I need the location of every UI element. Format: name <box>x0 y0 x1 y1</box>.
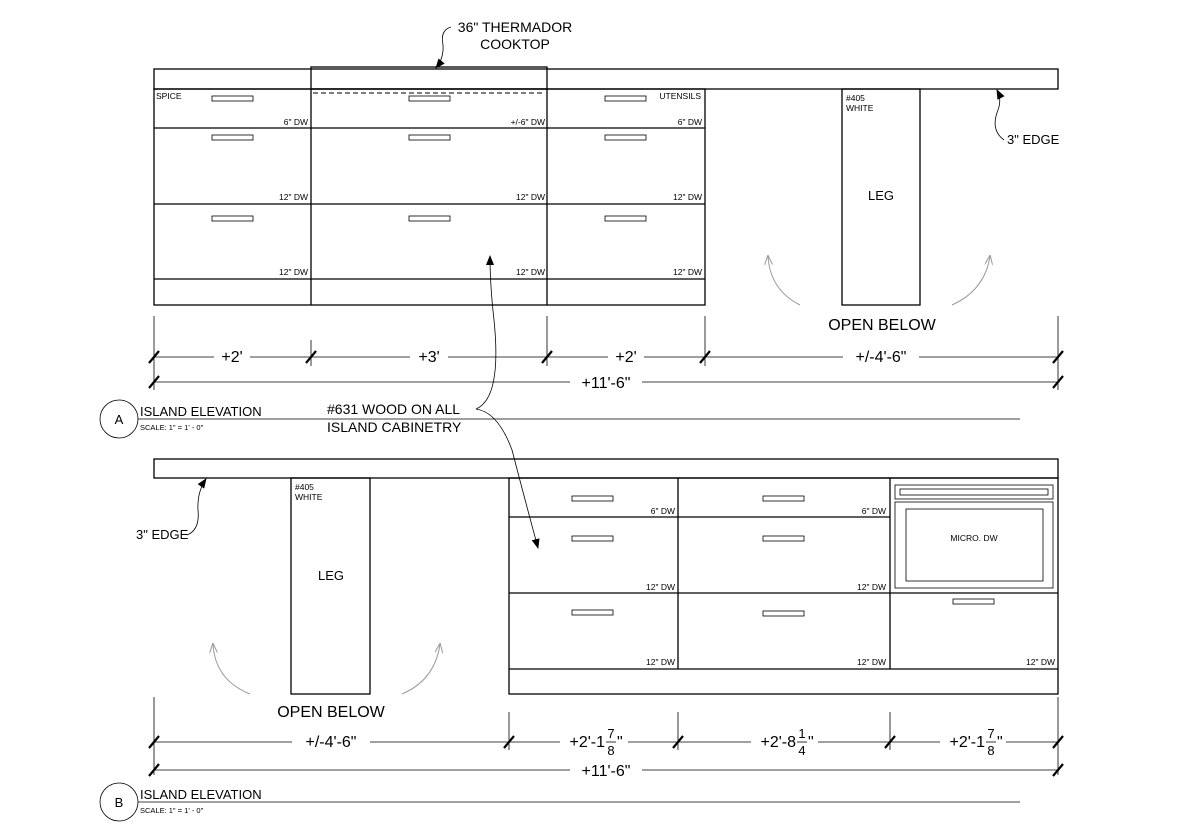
dimension-label: +/-4'-6" <box>855 349 907 366</box>
fraction-numerator: 7 <box>987 726 995 741</box>
drawer-size-label: 12" DW <box>646 657 675 667</box>
open-below-arrow <box>213 644 250 694</box>
dimension-label: +/-4'-6" <box>305 734 357 751</box>
open-below-label: OPEN BELOW <box>277 704 385 721</box>
wood-note-line: #631 WOOD ON ALL <box>327 401 461 417</box>
elevation-marker-letter: B <box>114 795 124 810</box>
drawer-size-label: 12" DW <box>516 267 545 277</box>
drawer-handle <box>763 496 804 501</box>
cooktop-note: 36" THERMADOR <box>457 19 573 35</box>
drawer-size-label: 12" DW <box>516 192 545 202</box>
drawer-handle <box>763 611 804 616</box>
open-below-arrow <box>402 644 440 694</box>
elevation-b <box>100 459 1063 821</box>
dimension-whole: +2'-1 <box>949 734 985 751</box>
dimension-fraction-3 <box>949 726 1002 758</box>
drawer-size-label: +/-6" DW <box>510 117 545 127</box>
microwave-handle <box>900 489 1048 495</box>
fraction-denominator: 4 <box>798 743 806 758</box>
countertop-a <box>154 69 1058 89</box>
dimension-label: +3' <box>418 349 440 366</box>
drawer-size-label: 12" DW <box>857 657 886 667</box>
microwave-window <box>906 509 1043 581</box>
dimension-fraction-1 <box>569 726 622 758</box>
open-below-arrow <box>768 256 800 305</box>
leg-finish-code: #405 <box>846 93 865 103</box>
countertop-b <box>154 459 1058 478</box>
drawer-size-label: 12" DW <box>1026 657 1055 667</box>
elevation-title: ISLAND ELEVATION <box>140 787 262 802</box>
drawer-size-label: 12" DW <box>646 582 675 592</box>
dimension-whole: +2'-1 <box>569 734 605 751</box>
elevation-scale: SCALE: 1" = 1' - 0" <box>140 423 204 432</box>
elevation-a <box>100 19 1063 438</box>
dimension-inch-mark: " <box>997 734 1003 751</box>
dimension-inch-mark: " <box>617 734 623 751</box>
microwave-trim <box>895 485 1053 499</box>
drawer-size-label: 12" DW <box>279 267 308 277</box>
drawer-handle <box>572 496 613 501</box>
cooktop-leader <box>436 27 451 68</box>
open-below-label: OPEN BELOW <box>828 317 936 334</box>
drawer-handle <box>212 135 253 140</box>
drawer-size-label: 12" DW <box>279 192 308 202</box>
drawer-size-label: 12" DW <box>673 267 702 277</box>
dimension-inch-mark: " <box>808 734 814 751</box>
drawer-size-label: 6" DW <box>283 117 308 127</box>
leg-label: LEG <box>317 568 345 583</box>
leg-b <box>291 478 370 694</box>
dimension-whole: +2'-8 <box>760 734 796 751</box>
drawer-size-label: 6" DW <box>861 506 886 516</box>
wood-note-line: ISLAND CABINETRY <box>327 419 462 435</box>
dimension-label: +2' <box>221 349 243 366</box>
total-dimension-label: +11'-6" <box>581 375 631 392</box>
edge-note: 3" EDGE <box>1007 132 1060 147</box>
drawer-size-label: 6" DW <box>650 506 675 516</box>
wood-note <box>327 256 538 548</box>
dimension-label: +2' <box>615 349 637 366</box>
drawer-size-label: 12" DW <box>673 192 702 202</box>
drawer-handle <box>212 96 253 101</box>
drawer-handle <box>409 135 450 140</box>
drawer-handle <box>572 610 613 615</box>
cabinet-b-body <box>509 478 1058 694</box>
dimension-fraction-2 <box>760 726 813 758</box>
drawer-handle <box>953 599 994 604</box>
edge-note: 3" EDGE <box>136 527 189 542</box>
fraction-numerator: 7 <box>607 726 615 741</box>
drawer-handle <box>409 216 450 221</box>
leg-finish-color: WHITE <box>295 492 323 502</box>
fraction-denominator: 8 <box>987 743 995 758</box>
drawer-handle <box>212 216 253 221</box>
cooktop-note: COOKTOP <box>480 36 550 52</box>
total-dimension-label: +11'-6" <box>581 763 631 780</box>
edge-leader <box>995 90 1004 140</box>
spice-label: SPICE <box>156 91 182 101</box>
edge-leader <box>187 479 206 535</box>
cabinet-a-body <box>154 89 705 305</box>
elevation-title: ISLAND ELEVATION <box>140 404 262 419</box>
cooktop-outline <box>311 67 547 89</box>
drawer-size-label: 6" DW <box>677 117 702 127</box>
elevation-marker-letter: A <box>114 412 124 427</box>
fraction-numerator: 1 <box>798 726 806 741</box>
leg-label: LEG <box>867 188 895 203</box>
elevation-scale: SCALE: 1" = 1' - 0" <box>140 806 204 815</box>
fraction-denominator: 8 <box>607 743 615 758</box>
leg-finish-color: WHITE <box>846 103 874 113</box>
microwave-outer <box>895 502 1053 588</box>
utensils-label: UTENSILS <box>659 91 701 101</box>
drawer-size-label: 12" DW <box>857 582 886 592</box>
open-below-arrow <box>952 256 990 305</box>
drawer-handle <box>605 216 646 221</box>
microwave-label: MICRO. DW <box>950 533 998 543</box>
drawer-handle <box>409 96 450 101</box>
drawer-handle <box>605 96 646 101</box>
drawer-handle <box>572 536 613 541</box>
drawer-handle <box>763 536 804 541</box>
leg-finish-code: #405 <box>295 482 314 492</box>
drawer-handle <box>605 135 646 140</box>
